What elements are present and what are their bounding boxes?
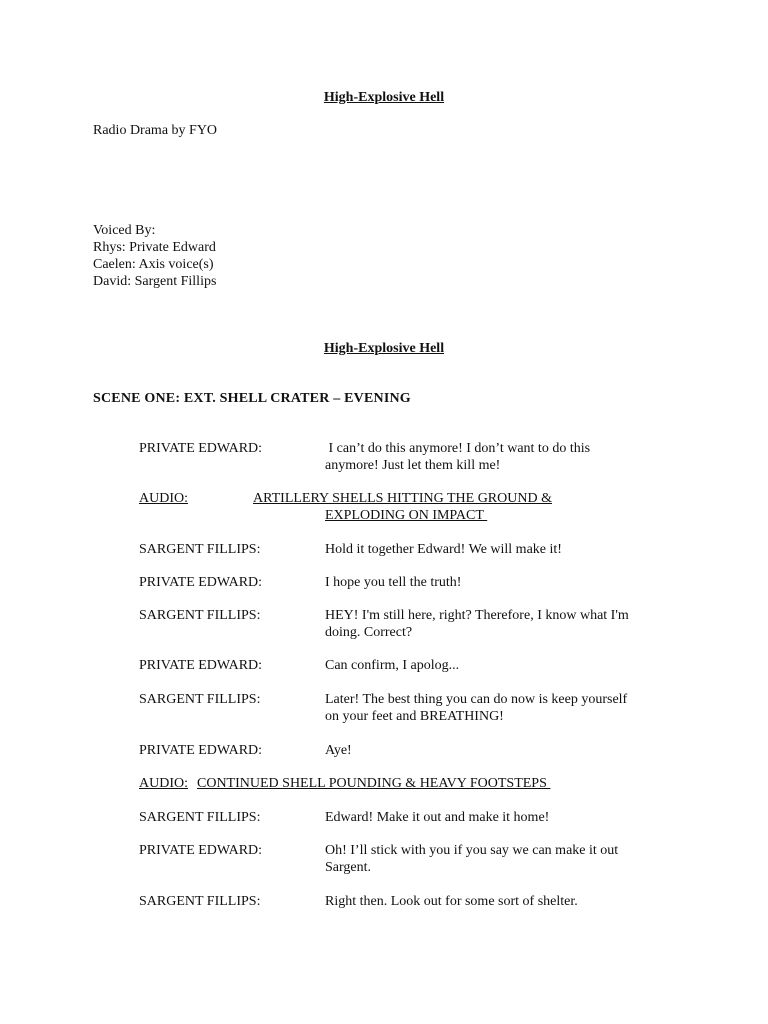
speech-line: anymore! Just let them kill me!: [325, 458, 501, 473]
script-title: High-Explosive Hell: [323, 341, 445, 356]
speaker-name: PRIVATE EDWARD:: [139, 575, 263, 590]
speaker-name: PRIVATE EDWARD:: [139, 441, 263, 456]
speaker-name: SARGENT FILLIPS:: [139, 692, 261, 707]
document-subtitle: Radio Drama by FYO: [93, 123, 218, 138]
cast-member: Rhys: Private Edward: [93, 240, 216, 255]
speech-text: [325, 541, 670, 558]
speech-text: [325, 893, 670, 910]
speech-line: Sargent.: [325, 860, 372, 875]
speech-text: [325, 440, 670, 474]
speech-line: Right then. Look out for some sort of shelter.: [325, 894, 578, 909]
document-title: High-Explosive Hell: [323, 90, 445, 105]
speech-text: [325, 657, 670, 674]
speaker-name: SARGENT FILLIPS:: [139, 810, 261, 825]
audio-line: EXPLODING ON IMPACT: [325, 508, 488, 523]
speech-line: Hold it together Edward! We will make it!: [325, 542, 562, 557]
speaker-name: SARGENT FILLIPS:: [139, 542, 261, 557]
speech-line: Can confirm, I apolog...: [325, 658, 460, 673]
speech-text: [325, 691, 670, 725]
speaker-name: PRIVATE EDWARD:: [139, 843, 263, 858]
cast-member: Caelen: Axis voice(s): [93, 257, 214, 272]
audio-label: AUDIO:: [139, 491, 188, 506]
speaker-name: SARGENT FILLIPS:: [139, 894, 261, 909]
speech-text: [325, 842, 670, 876]
speech-text: [325, 607, 670, 641]
audio-text: [253, 490, 552, 524]
speaker-name: SARGENT FILLIPS:: [139, 608, 261, 623]
speech-line: HEY! I'm still here, right? Therefore, I know what I'm: [325, 608, 629, 623]
speech-line: Oh! I’ll stick with you if you say we can make it out: [325, 843, 619, 858]
scene-heading: SCENE ONE: EXT. SHELL CRATER – EVENING: [93, 391, 411, 406]
speech-line: Later! The best thing you can do now is keep yourself: [325, 692, 628, 707]
speech-line: doing. Correct?: [325, 625, 413, 640]
speaker-name: PRIVATE EDWARD:: [139, 743, 263, 758]
audio-line: ARTILLERY SHELLS HITTING THE GROUND &: [253, 491, 552, 506]
audio-text: [197, 775, 550, 792]
cast-member: David: Sargent Fillips: [93, 274, 217, 289]
audio-line: CONTINUED SHELL POUNDING & HEAVY FOOTSTEPS: [197, 776, 551, 791]
speech-line: I hope you tell the truth!: [325, 575, 462, 590]
speech-text: [325, 574, 670, 591]
speech-text: [325, 809, 670, 826]
audio-label: AUDIO:: [139, 776, 188, 791]
speech-line: I can’t do this anymore! I don’t want to do this: [325, 441, 591, 456]
speaker-name: PRIVATE EDWARD:: [139, 658, 263, 673]
cast-heading: Voiced By:: [93, 223, 156, 238]
speech-line: on your feet and BREATHING!: [325, 709, 504, 724]
speech-line: Aye!: [325, 743, 352, 758]
speech-line: Edward! Make it out and make it home!: [325, 810, 550, 825]
speech-text: [325, 742, 670, 759]
